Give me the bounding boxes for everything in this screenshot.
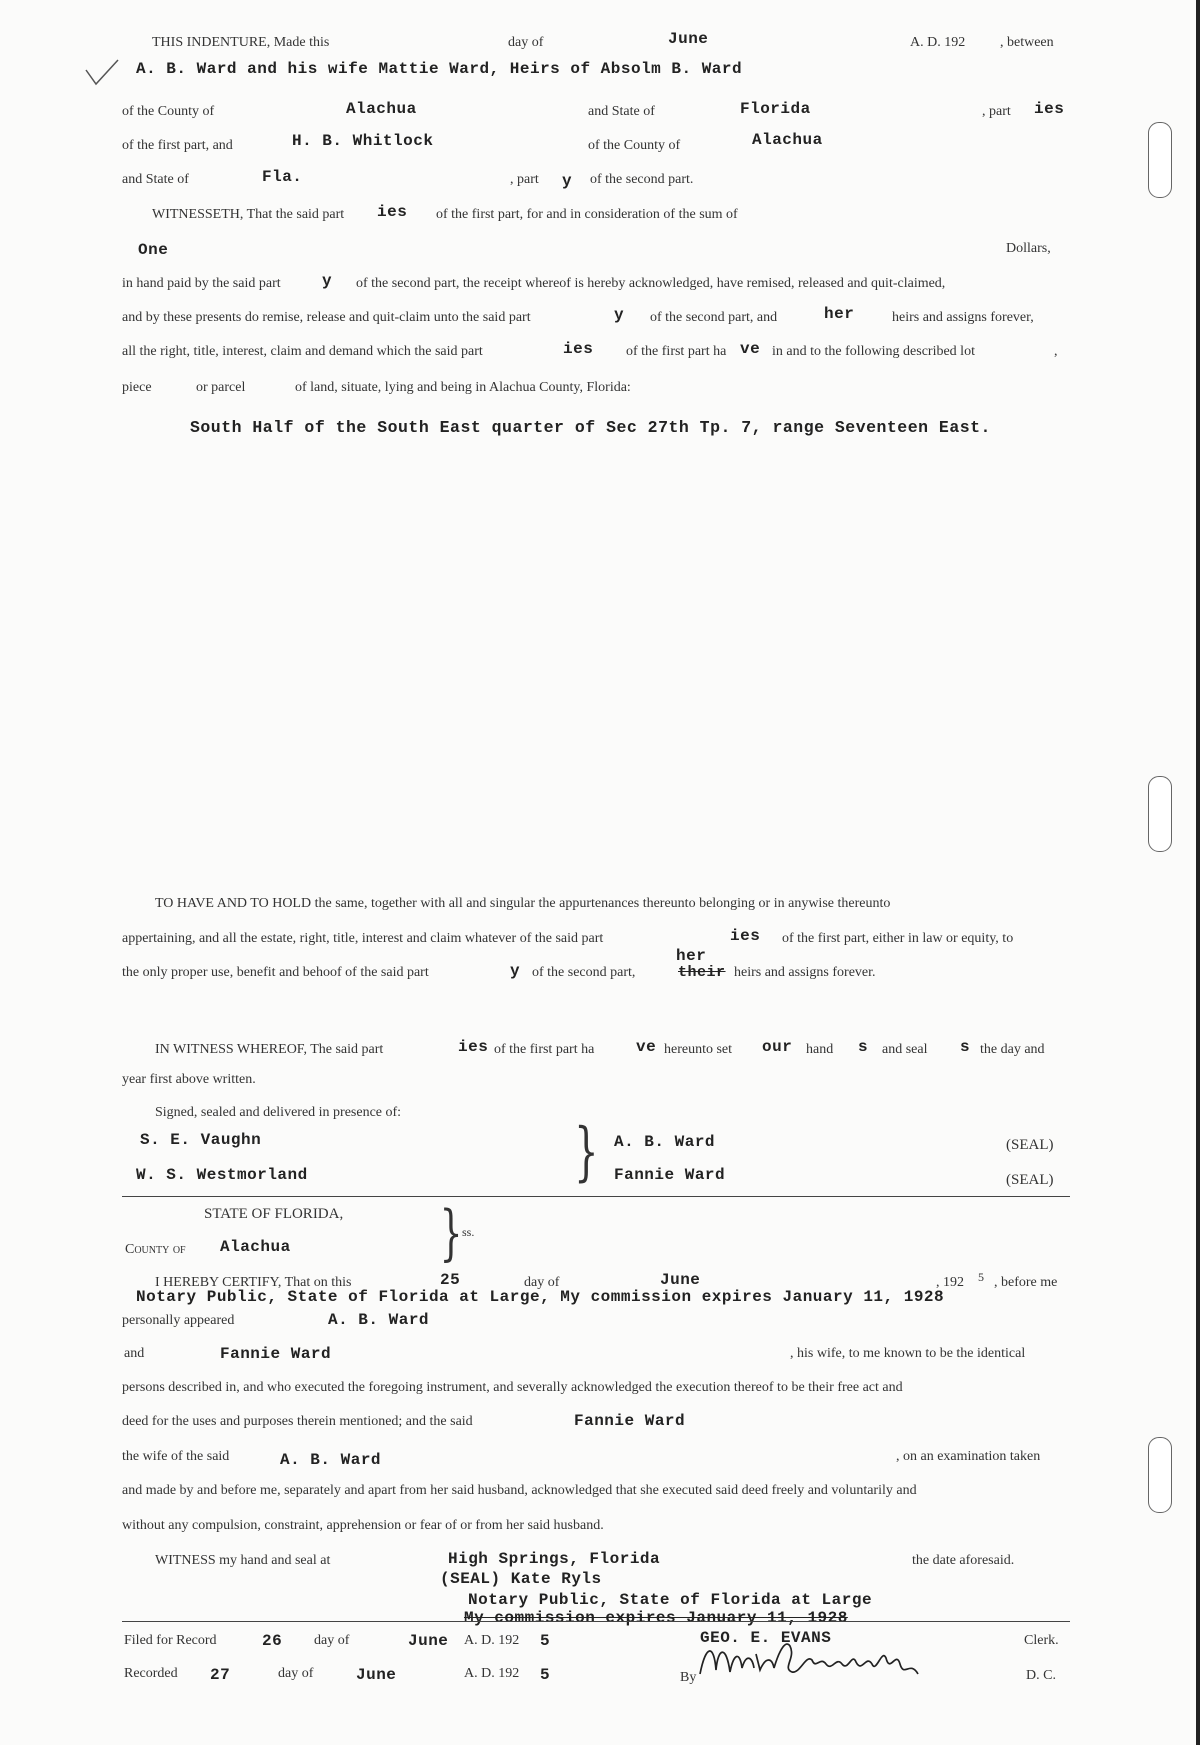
- year-written-text: year first above written.: [122, 1072, 256, 1087]
- filed-ad-label: A. D. 192: [464, 1633, 520, 1648]
- consideration-text: of the first part, for and in consideration of the sum of: [436, 207, 738, 222]
- witness-1-name: S. E. Vaughn: [140, 1131, 262, 1149]
- section-divider: [122, 1196, 1070, 1197]
- signer-1-name: A. B. Ward: [614, 1133, 716, 1151]
- witness-hand-text: WITNESS my hand and seal at: [155, 1553, 331, 1568]
- first-state-value: Florida: [740, 100, 811, 118]
- notary-seal-line: (SEAL) Kate Ryls: [440, 1570, 602, 1588]
- land-situate-text: of land, situate, lying and being in Alachua County, Florida:: [295, 380, 631, 395]
- ss-brace: }: [439, 1198, 463, 1268]
- parties-suffix: ies: [458, 1038, 489, 1056]
- s-suffix: s: [960, 1038, 971, 1056]
- filed-month-value: June: [408, 1632, 449, 1650]
- filed-day-value: 26: [262, 1632, 283, 1650]
- wife-of-text: the wife of the said: [122, 1449, 230, 1464]
- ad-label: A. D. 192: [910, 35, 966, 50]
- day-and-text: the day and: [980, 1042, 1045, 1057]
- witnesseth-text: WITNESSETH, That the said part: [152, 207, 345, 222]
- hereunto-set-text: hereunto set: [664, 1042, 733, 1057]
- described-lot-text: in and to the following described lot: [772, 344, 975, 359]
- county-label: County of: [125, 1242, 186, 1257]
- ack-day-value: 25: [440, 1271, 461, 1289]
- part-label: , part: [982, 104, 1011, 119]
- husband-name: A. B. Ward: [280, 1451, 382, 1469]
- habendum-line-2: appertaining, and all the estate, right, title, interest and claim whatever of the said part: [122, 931, 604, 946]
- by-label: By: [680, 1670, 697, 1685]
- presence-text: Signed, sealed and delivered in presence of:: [155, 1105, 402, 1120]
- state-of-label: and State of: [588, 104, 655, 119]
- comma: ,: [1054, 344, 1058, 359]
- second-party-name: H. B. Whitlock: [292, 132, 434, 150]
- ack-year-label: , 192: [936, 1275, 964, 1290]
- habendum-line-3: the only proper use, benefit and behoof of the said part: [122, 965, 429, 980]
- seal-label-2: (SEAL): [1006, 1172, 1054, 1188]
- state-heading: STATE OF FLORIDA,: [204, 1206, 344, 1222]
- notary-line: Notary Public, State of Florida at Large, My commission expires January 11, 1928: [136, 1288, 945, 1306]
- notary-title: Notary Public, State of Florida at Large: [468, 1591, 873, 1609]
- and-label: and: [124, 1346, 145, 1361]
- second-county-value: Alachua: [752, 131, 823, 149]
- personally-appeared-text: personally appeared: [122, 1313, 235, 1328]
- first-part-and-label: of the first part, and: [122, 138, 233, 153]
- part-y-value: y: [510, 962, 521, 980]
- part-y-value: y: [322, 272, 333, 290]
- first-county-value: Alachua: [346, 100, 417, 118]
- hand-text: hand: [806, 1042, 834, 1057]
- part-y-value: y: [614, 306, 625, 324]
- day-of-label: day of: [508, 35, 544, 50]
- signer-2-name: Fannie Ward: [614, 1166, 726, 1184]
- and-seal-text: and seal: [882, 1042, 928, 1057]
- our-value: our: [762, 1038, 793, 1056]
- ack-county-value: Alachua: [220, 1238, 291, 1256]
- binder-hole: [1148, 776, 1172, 852]
- binder-hole: [1148, 1437, 1172, 1513]
- recorded-month-value: June: [356, 1666, 397, 1684]
- habendum-line-2b: of the first part, either in law or equity, to: [782, 931, 1014, 946]
- recorded-day-of-label: day of: [278, 1666, 314, 1681]
- of-county-label: of the County of: [588, 138, 681, 153]
- deputy-clerk-signature: [696, 1634, 936, 1690]
- his-wife-text: , his wife, to me known to be the identical: [790, 1346, 1026, 1361]
- deed-uses-text: deed for the uses and purposes therein mentioned; and the said: [122, 1414, 473, 1429]
- seal-label-1: (SEAL): [1006, 1137, 1054, 1153]
- her-above: her: [676, 947, 707, 965]
- legal-description: South Half of the South East quarter of Sec 27th Tp. 7, range Seventeen East.: [190, 418, 991, 437]
- person-2-name: Fannie Ward: [220, 1345, 332, 1363]
- right-title-text: all the right, title, interest, claim and demand which the said part: [122, 344, 483, 359]
- notary-commission-struck: My commission expires January 11, 1928: [464, 1609, 848, 1627]
- parcel-label: or parcel: [196, 380, 246, 395]
- parties-suffix: ies: [563, 340, 594, 358]
- dc-label: D. C.: [1026, 1668, 1056, 1683]
- person-1-name: A. B. Ward: [328, 1311, 430, 1329]
- ack-month-value: June: [660, 1271, 701, 1289]
- filed-year-value: 5: [540, 1632, 551, 1650]
- examination-text: , on an examination taken: [896, 1449, 1041, 1464]
- place-value: High Springs, Florida: [448, 1550, 661, 1568]
- wife-name: Fannie Ward: [574, 1412, 686, 1430]
- month-value: June: [668, 30, 709, 48]
- recorded-year-value: 5: [540, 1666, 551, 1684]
- county-of-label: of the County of: [122, 104, 215, 119]
- recorded-ad-label: A. D. 192: [464, 1666, 520, 1681]
- date-aforesaid-text: the date aforesaid.: [912, 1553, 1015, 1568]
- their-struck: their: [678, 964, 726, 981]
- amount-value: One: [138, 241, 169, 259]
- without-compulsion-text: without any compulsion, constraint, apprehension or fear of or from her said husband.: [122, 1518, 604, 1533]
- first-party-name: A. B. Ward and his wife Mattie Ward, Heirs of Absolm B. Ward: [136, 60, 743, 78]
- binder-hole: [1148, 122, 1172, 198]
- habendum-line-1: TO HAVE AND TO HOLD the same, together with all and singular the appurtenances thereunto belonging or in anywise thereunto: [155, 896, 891, 911]
- ss-label: ss.: [462, 1225, 475, 1239]
- have-suffix: ve: [740, 340, 761, 358]
- persons-described-text: persons described in, and who executed the foregoing instrument, and severally acknowledged the execution thereof to be their free act and: [122, 1380, 903, 1395]
- second-part-and-text: of the second part, and: [650, 310, 778, 325]
- her-value: her: [824, 305, 855, 323]
- and-state-label: and State of: [122, 172, 189, 187]
- part-y-label: , part: [510, 172, 539, 187]
- receipt-text: of the second part, the receipt whereof is hereby acknowledged, have remised, released and quit-claimed,: [356, 276, 946, 291]
- part-y-value: y: [562, 172, 573, 190]
- recorded-label: Recorded: [124, 1666, 178, 1681]
- between-label: , between: [1000, 35, 1054, 50]
- second-part-text: of the second part,: [532, 965, 636, 980]
- second-state-value: Fla.: [262, 168, 303, 186]
- clerk-label: Clerk.: [1024, 1633, 1059, 1648]
- check-mark-icon: [82, 56, 122, 90]
- recorded-day-value: 27: [210, 1666, 231, 1684]
- clerk-name: GEO. E. EVANS: [700, 1629, 832, 1647]
- parties-suffix: ies: [377, 203, 408, 221]
- have-suffix: ve: [636, 1038, 657, 1056]
- ack-year-digit: 5: [978, 1270, 984, 1284]
- certify-text: I HEREBY CERTIFY, That on this: [155, 1275, 352, 1290]
- second-part-label: of the second part.: [590, 172, 694, 187]
- indenture-label: THIS INDENTURE, Made this: [152, 35, 330, 50]
- dollars-label: Dollars,: [1006, 241, 1051, 256]
- page-edge: [1196, 0, 1200, 1745]
- made-before-text: and made by and before me, separately and apart from her said husband, acknowledged that she executed said deed freely and voluntarily and: [122, 1483, 917, 1498]
- signature-brace: }: [574, 1115, 599, 1189]
- witness-2-name: W. S. Westmorland: [136, 1166, 308, 1184]
- before-me-text: , before me: [994, 1275, 1058, 1290]
- filed-day-of-label: day of: [314, 1633, 350, 1648]
- first-part-ha-text: of the first part ha: [626, 344, 727, 359]
- remise-text: and by these presents do remise, release and quit-claim unto the said part: [122, 310, 531, 325]
- s-suffix: s: [858, 1038, 869, 1056]
- ack-day-of-label: day of: [524, 1275, 560, 1290]
- piece-label: piece: [122, 380, 152, 395]
- section-divider: [122, 1621, 1070, 1622]
- heirs-assigns-text: heirs and assigns forever,: [892, 310, 1034, 325]
- witness-whereof-text: IN WITNESS WHEREOF, The said part: [155, 1042, 384, 1057]
- hand-paid-text: in hand paid by the said part: [122, 276, 281, 291]
- filed-for-record-label: Filed for Record: [124, 1633, 217, 1648]
- first-part-ha-text: of the first part ha: [494, 1042, 595, 1057]
- parties-suffix: ies: [730, 927, 761, 945]
- heirs-forever-text: heirs and assigns forever.: [734, 965, 876, 980]
- part-suffix: ies: [1034, 100, 1065, 118]
